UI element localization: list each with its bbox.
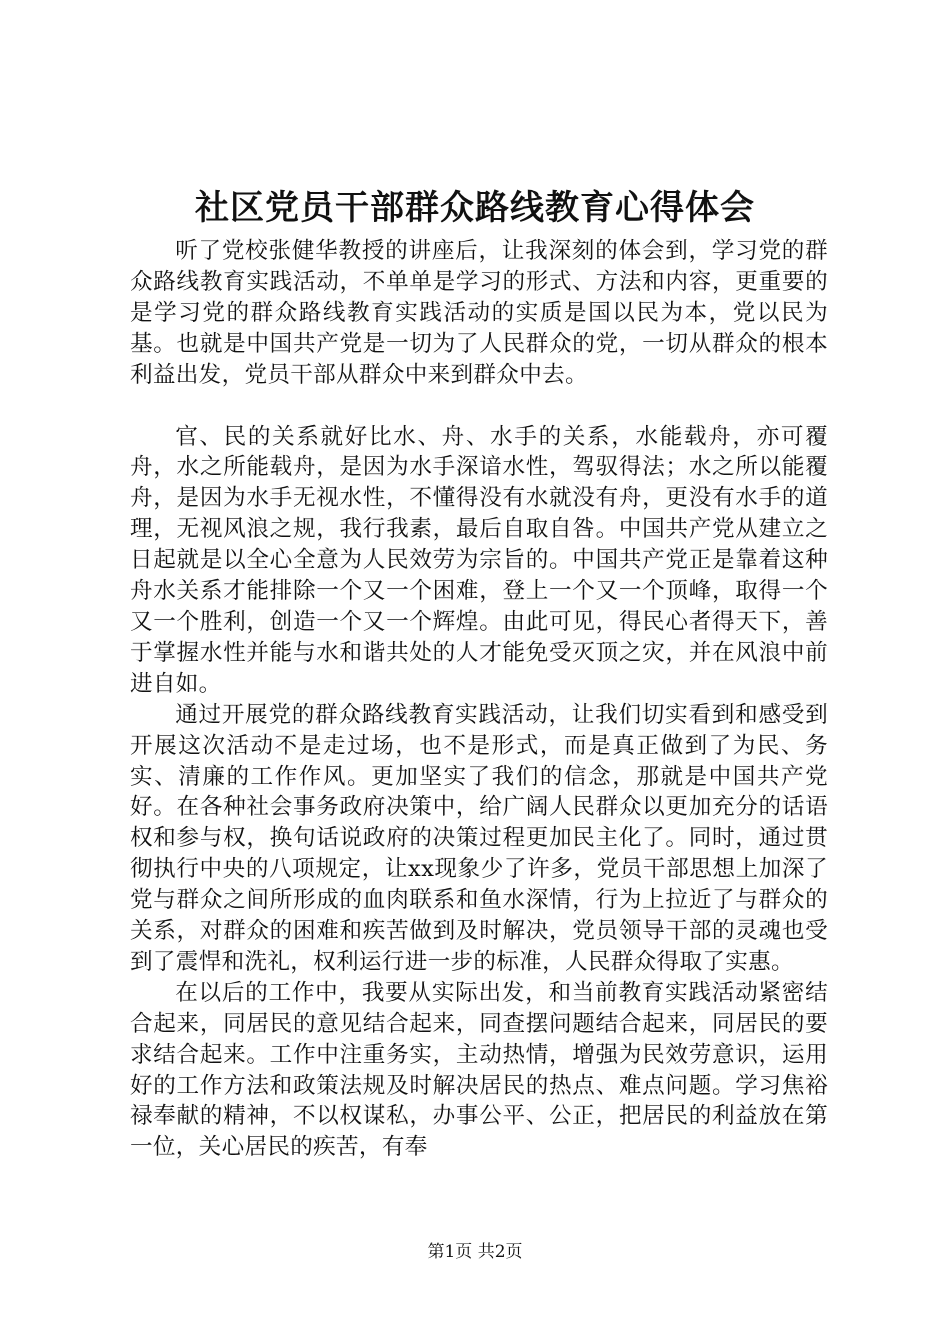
paragraph: 官、民的关系就好比水、舟、水手的关系，水能载舟，亦可覆舟，水之所能载舟，是因为水手深谙水性，驾驭得法；水之所以能覆舟，是因为水手无视水性，不懂得没有水就没有舟，更没有水手的道理，无视风浪之规，我行我素，最后自取自咎。中国共产党从建立之日起就是以全心全意为人民效劳为宗旨的。中国共产党正是靠着这种舟水关系才能排除一个又一个困难，登上一个又一个顶峰，取得一个又一个胜利，创造一个又一个辉煌。由此可见，得民心者得天下，善于掌握水性并能与水和谐共处的人才能免受灭顶之灾，并在风浪中前进自如。: [130, 423, 828, 697]
paragraph: 听了党校张健华教授的讲座后，让我深刻的体会到，学习党的群众路线教育实践活动，不单单是学习的形式、方法和内容，更重要的是学习党的群众路线教育实践活动的实质是国以民为本，党以民为基。也就是中国共产党是一切为了人民群众的党，一切从群众的根本利益出发，党员干部从群众中来到群众中去。: [130, 238, 828, 388]
paragraph: 通过开展党的群众路线教育实践活动，让我们切实看到和感受到开展这次活动不是走过场，也不是形式，而是真正做到了为民、务实、清廉的工作作风。更加坚实了我们的信念，那就是中国共产党好。在各种社会事务政府决策中，给广阔人民群众以更加充分的话语权和参与权，换句话说政府的决策过程更加民主化了。同时，通过贯彻执行中央的八项规定，让xx现象少了许多，党员干部思想上加深了党与群众之间所形成的血肉联系和鱼水深情，行为上拉近了与群众的关系，对群众的困难和疾苦做到及时解决，党员领导干部的灵魂也受到了震悍和洗礼，权利运行进一步的标准，人民群众得取了实惠。: [130, 701, 828, 975]
document-title: 社区党员干部群众路线教育心得体会: [195, 188, 755, 228]
paragraph-spacer: [130, 391, 828, 422]
paragraph: 在以后的工作中，我要从实际出发，和当前教育实践活动紧密结合起来，同居民的意见结合起来，同查摆问题结合起来，同居民的要求结合起来。工作中注重务实，主动热情，增强为民效劳意识，运用好的工作方法和政策法规及时解决居民的热点、难点问题。学习焦裕禄奉献的精神，不以权谋私，办事公平、公正，把居民的利益放在第一位，关心居民的疾苦，有奉: [130, 979, 828, 1161]
page-number-footer: 第1页 共2页: [427, 1242, 523, 1262]
document-body: [130, 236, 828, 1163]
